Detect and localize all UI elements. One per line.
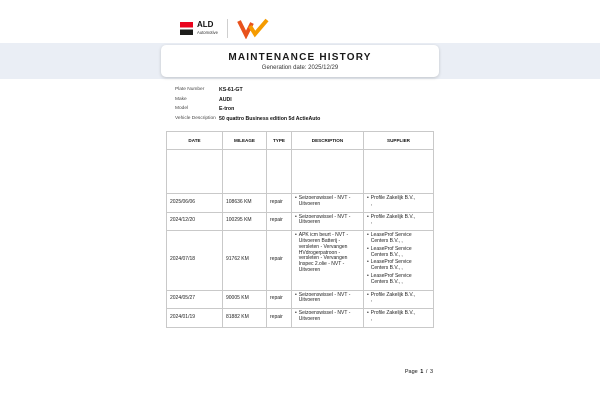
supplier-text: Profile Zakelijk B.V., , xyxy=(370,213,416,226)
supplier-text: Profile Zakelijk B.V., , xyxy=(370,291,416,304)
bullet-icon: • xyxy=(367,272,369,279)
cell-supplier xyxy=(364,290,434,309)
page-label: Page xyxy=(404,369,418,375)
table-row xyxy=(167,212,434,231)
cell-supplier xyxy=(364,231,434,290)
bullet-icon: • xyxy=(295,195,297,201)
cell-date: 2024/12/20 xyxy=(167,212,223,231)
ald-logo-mark-icon xyxy=(180,22,193,35)
ald-automotive-logo xyxy=(180,21,218,35)
list-item xyxy=(367,311,430,323)
bullet-icon: • xyxy=(295,213,297,220)
supplier-text: LeaseProf Service Centers B.V., , xyxy=(370,232,412,244)
cell-supplier xyxy=(364,309,434,328)
field-label: Make xyxy=(175,96,187,102)
list-item xyxy=(295,196,360,208)
column-header-description: DESCRIPTION xyxy=(292,132,364,150)
list-item xyxy=(367,215,430,227)
cell-type: repair xyxy=(267,231,292,290)
description-text: Seizoenswissel - NVT - Uitvoeren xyxy=(298,310,351,322)
bullet-icon: • xyxy=(295,291,297,298)
page-indicator xyxy=(166,369,433,375)
list-item xyxy=(367,274,430,286)
vehicle-info-row xyxy=(175,97,320,103)
cell-type xyxy=(267,150,292,194)
logo-divider xyxy=(227,19,228,38)
bullet-icon: • xyxy=(295,310,297,317)
description-text: APK icm beurt - NVT - Uitvoeren Batterij - versleten - Vervangen HVdrogerpatroon - versleten - Vervangen Inspec 2.olie - NVT - Uitvoeren xyxy=(298,232,349,273)
bullet-icon: • xyxy=(367,291,369,298)
description-text: Seizoenswissel - NVT - Uitvoeren xyxy=(298,195,351,207)
title-card xyxy=(161,45,439,77)
cell-date xyxy=(167,150,223,194)
page-total: 3 xyxy=(429,369,433,375)
bullet-icon: • xyxy=(367,232,369,239)
generation-date: Generation date: 2025/12/29 xyxy=(261,65,339,71)
cell-date: 2024/01/19 xyxy=(167,309,223,328)
cell-description xyxy=(292,194,364,213)
ald-logo-text xyxy=(197,21,218,35)
column-header-date: DATE xyxy=(167,132,223,150)
page-separator: / xyxy=(425,369,428,375)
cell-description xyxy=(292,290,364,309)
supplier-text: Profile Zakelijk B.V., , xyxy=(370,195,416,207)
ald-subtitle: Automotive xyxy=(197,30,218,35)
bullet-icon: • xyxy=(367,310,369,317)
cell-description xyxy=(292,309,364,328)
list-item xyxy=(367,233,430,245)
field-label: Model xyxy=(175,106,189,111)
cell-type: repair xyxy=(267,309,292,328)
column-header-type: TYPE xyxy=(267,132,292,150)
list-item xyxy=(295,215,360,227)
plate-number-value: KS-61-GT xyxy=(219,87,243,93)
field-label: Plate Number xyxy=(175,87,205,92)
cell-date: 2024/05/27 xyxy=(167,290,223,309)
list-item xyxy=(367,293,430,305)
cell-type: repair xyxy=(267,212,292,231)
list-item xyxy=(367,260,430,272)
field-label: Vehicle Description xyxy=(175,115,216,121)
supplier-text: Profile Zakelijk B.V., , xyxy=(370,310,416,322)
vehicle-info-row xyxy=(175,87,320,93)
list-item xyxy=(295,233,360,274)
page-current: 1 xyxy=(420,369,424,375)
wheels-w-logo-icon xyxy=(237,17,269,39)
cell-date: 2025/06/06 xyxy=(167,194,223,213)
cell-description xyxy=(292,150,364,194)
header-logos xyxy=(180,17,269,39)
list-item xyxy=(367,247,430,259)
cell-date: 2024/07/18 xyxy=(167,231,223,290)
cell-mileage: 90005 KM xyxy=(223,290,267,309)
column-header-mileage: MILEAGE xyxy=(223,132,267,150)
bullet-icon: • xyxy=(367,213,369,220)
table-row xyxy=(167,150,434,194)
cell-type: repair xyxy=(267,290,292,309)
vehicle-info-row xyxy=(175,116,320,122)
ald-name: ALD xyxy=(197,20,214,29)
description-text: Seizoenswissel - NVT - Uitvoeren xyxy=(298,213,351,226)
list-item xyxy=(295,293,360,305)
vehicle-info xyxy=(175,87,320,125)
vehicle-info-row xyxy=(175,106,320,112)
table-row xyxy=(167,231,434,290)
list-item xyxy=(295,311,360,323)
column-header-supplier: SUPPLIER xyxy=(364,132,434,150)
vehicle-description-value: 50 quattro Business edition 5d ActieAuto xyxy=(219,115,321,122)
bullet-icon: • xyxy=(295,232,297,239)
table-row xyxy=(167,290,434,309)
cell-description xyxy=(292,231,364,290)
bullet-icon: • xyxy=(367,259,369,266)
table-header-row xyxy=(167,132,434,150)
cell-mileage: 100295 KM xyxy=(223,212,267,231)
maintenance-table xyxy=(166,131,434,328)
cell-type: repair xyxy=(267,194,292,213)
cell-supplier xyxy=(364,194,434,213)
bullet-icon: • xyxy=(367,195,369,201)
table-row xyxy=(167,194,434,213)
cell-supplier xyxy=(364,212,434,231)
model-value: E-tron xyxy=(219,106,235,112)
supplier-text: LeaseProf Service Centers B.V., , xyxy=(370,272,412,285)
cell-mileage xyxy=(223,150,267,194)
cell-mileage: 81882 KM xyxy=(223,309,267,328)
bullet-icon: • xyxy=(367,245,369,252)
cell-mileage: 108636 KM xyxy=(223,194,267,213)
table-row xyxy=(167,309,434,328)
cell-description xyxy=(292,212,364,231)
cell-supplier xyxy=(364,150,434,194)
page-title: MAINTENANCE HISTORY xyxy=(228,52,372,63)
supplier-text: LeaseProf Service Centers B.V., , xyxy=(370,245,412,258)
list-item xyxy=(367,196,430,208)
description-text: Seizoenswissel - NVT - Uitvoeren xyxy=(298,291,351,304)
supplier-text: LeaseProf Service Centers B.V., , xyxy=(370,259,412,272)
cell-mileage: 91762 KM xyxy=(223,231,267,290)
make-value: AUDI xyxy=(219,96,232,103)
